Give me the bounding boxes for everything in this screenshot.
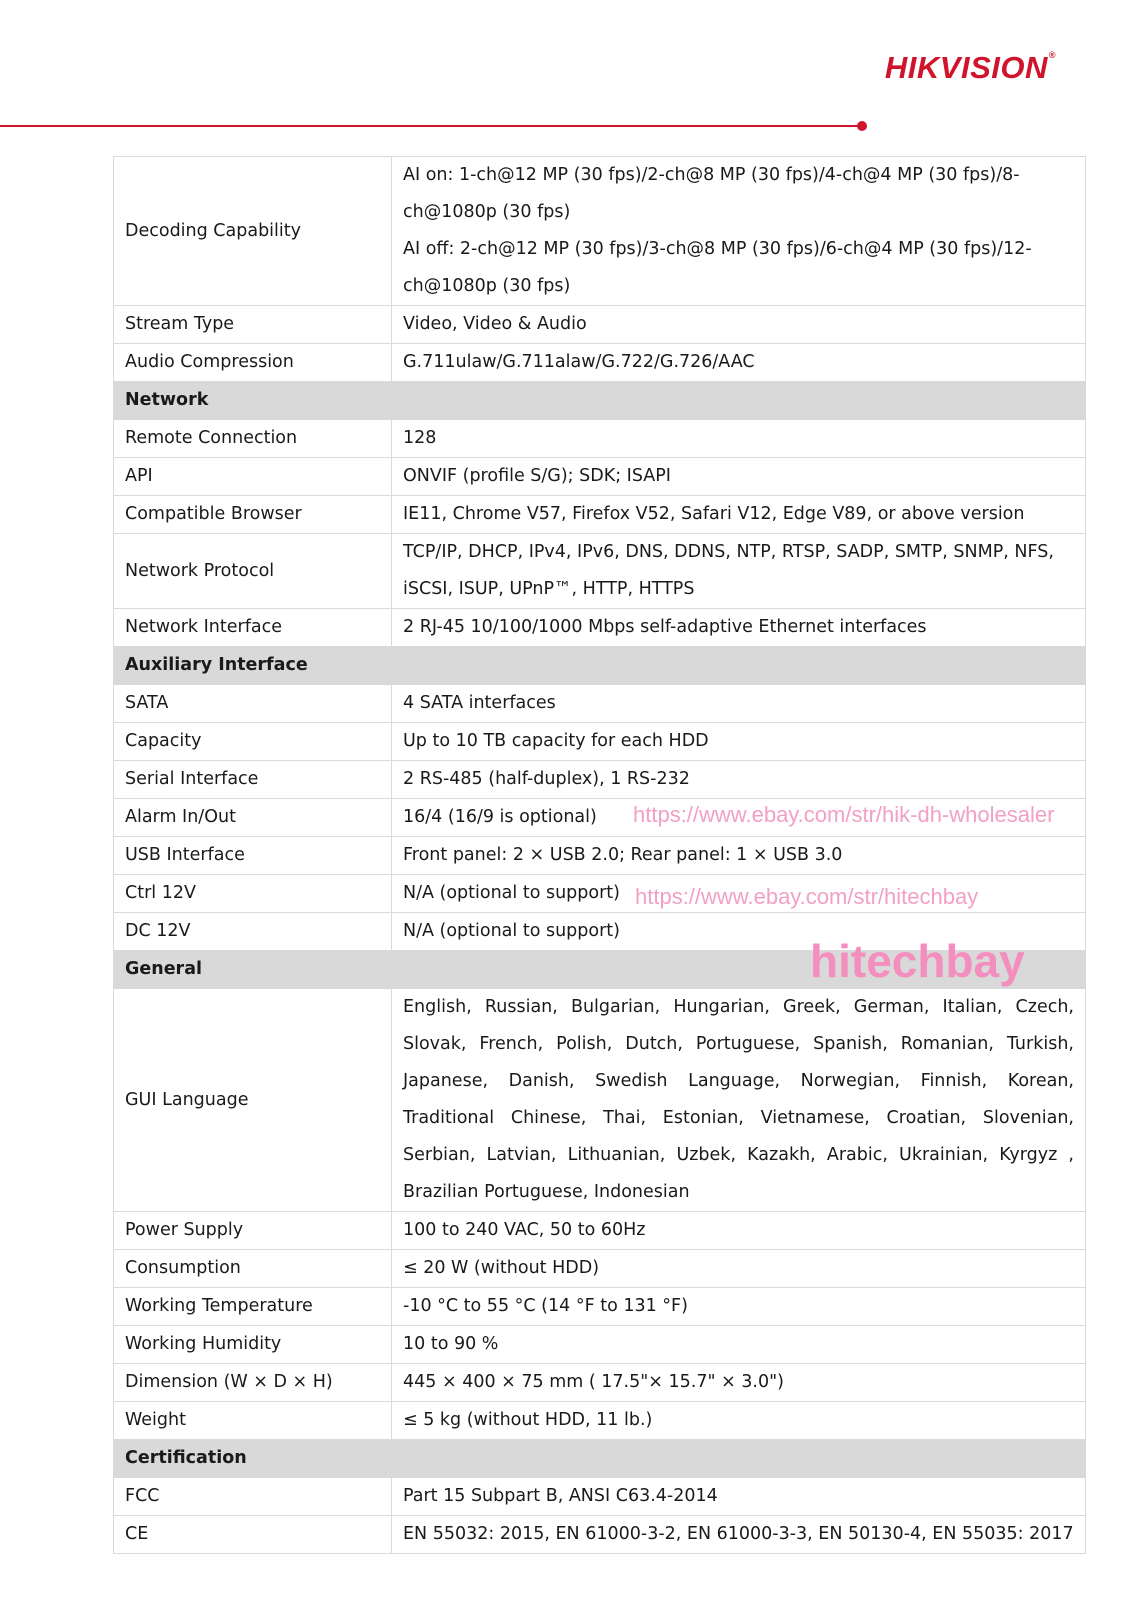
spec-label: Decoding Capability (114, 157, 392, 306)
spec-row (114, 1212, 1086, 1250)
spec-row (114, 534, 1086, 609)
spec-value: Up to 10 TB capacity for each HDD (392, 723, 1086, 761)
spec-row (114, 723, 1086, 761)
spec-row (114, 458, 1086, 496)
watermark-url-2: https://www.ebay.com/str/hitechbay (635, 884, 979, 909)
spec-label: API (114, 458, 392, 496)
spec-label: Network Protocol (114, 534, 392, 609)
spec-label: Capacity (114, 723, 392, 761)
spec-value: ONVIF (profile S/G); SDK; ISAPI (392, 458, 1086, 496)
spec-value: 2 RS-485 (half-duplex), 1 RS-232 (392, 761, 1086, 799)
spec-label: USB Interface (114, 837, 392, 875)
spec-value: Part 15 Subpart B, ANSI C63.4-2014 (392, 1478, 1086, 1516)
spec-value: 10 to 90 % (392, 1326, 1086, 1364)
header-divider-line (0, 125, 861, 127)
spec-row (114, 1516, 1086, 1554)
spec-row (114, 344, 1086, 382)
spec-label: Ctrl 12V (114, 875, 392, 913)
spec-row (114, 306, 1086, 344)
spec-label: Network Interface (114, 609, 392, 647)
spec-value: ≤ 5 kg (without HDD, 11 lb.) (392, 1402, 1086, 1440)
spec-value: 2 RJ-45 10/100/1000 Mbps self-adaptive Ethernet interfaces (392, 609, 1086, 647)
spec-value: TCP/IP, DHCP, IPv4, IPv6, DNS, DDNS, NTP, RTSP, SADP, SMTP, SNMP, NFS, iSCSI, ISUP, UPnP™, HTTP, HTTPS (392, 534, 1086, 609)
section-title: Network (114, 382, 1086, 420)
spec-label: GUI Language (114, 989, 392, 1212)
section-title: General (114, 951, 1086, 989)
spec-label: Working Humidity (114, 1326, 392, 1364)
spec-value: N/A (optional to support) (392, 913, 1086, 951)
spec-label: Remote Connection (114, 420, 392, 458)
section-title: Auxiliary Interface (114, 647, 1086, 685)
spec-value (392, 157, 1086, 306)
spec-row (114, 1326, 1086, 1364)
section-header-row (114, 1440, 1086, 1478)
spec-label: Compatible Browser (114, 496, 392, 534)
spec-row (114, 1402, 1086, 1440)
spec-table (113, 156, 1086, 1554)
spec-label: SATA (114, 685, 392, 723)
hikvision-logo (885, 50, 1056, 86)
spec-value: G.711ulaw/G.711alaw/G.722/G.726/AAC (392, 344, 1086, 382)
spec-value: Front panel: 2 × USB 2.0; Rear panel: 1 × USB 3.0 (392, 837, 1086, 875)
spec-label: Consumption (114, 1250, 392, 1288)
header-divider-dot (857, 121, 867, 131)
spec-value: 4 SATA interfaces (392, 685, 1086, 723)
section-header-row (114, 382, 1086, 420)
spec-row (114, 989, 1086, 1212)
spec-label: Serial Interface (114, 761, 392, 799)
section-header-row (114, 647, 1086, 685)
spec-value: English, Russian, Bulgarian, Hungarian, Greek, German, Italian, Czech, Slovak, French, Polish, Dutch, Portuguese, Spanish, Romanian, Turkish, Japanese, Danish, Swedish Language, Norwegian, Finnish, Korean, Traditional Chinese, Thai, Estonian, Vietnamese, Croatian, Slovenian, Serbian, Latvian, Lithuanian, Uzbek, Kazakh, Arabic, Ukrainian, Kyrgyz , Brazilian Portuguese, Indonesian (392, 989, 1086, 1212)
spec-label: Dimension (W × D × H) (114, 1364, 392, 1402)
spec-value: EN 55032: 2015, EN 61000-3-2, EN 61000-3-3, EN 50130-4, EN 55035: 2017 (392, 1516, 1086, 1554)
spec-row (114, 685, 1086, 723)
spec-value: 100 to 240 VAC, 50 to 60Hz (392, 1212, 1086, 1250)
spec-row (114, 761, 1086, 799)
section-title: Certification (114, 1440, 1086, 1478)
spec-label: Alarm In/Out (114, 799, 392, 837)
logo-text: HIKVISION (884, 50, 1048, 85)
spec-value: IE11, Chrome V57, Firefox V52, Safari V12, Edge V89, or above version (392, 496, 1086, 534)
registered-mark: ® (1048, 50, 1056, 60)
spec-row (114, 837, 1086, 875)
spec-value: N/A (optional to support) (392, 875, 1086, 913)
spec-row (114, 609, 1086, 647)
spec-row (114, 1288, 1086, 1326)
spec-label: Stream Type (114, 306, 392, 344)
watermark-brand: hitechbay (810, 935, 1025, 987)
spec-label: Weight (114, 1402, 392, 1440)
spec-row (114, 420, 1086, 458)
spec-value: ≤ 20 W (without HDD) (392, 1250, 1086, 1288)
spec-value: -10 °C to 55 °C (14 °F to 131 °F) (392, 1288, 1086, 1326)
spec-row (114, 1478, 1086, 1516)
spec-row (114, 157, 1086, 306)
spec-label: DC 12V (114, 913, 392, 951)
spec-label: Audio Compression (114, 344, 392, 382)
watermark-url-1: https://www.ebay.com/str/hik-dh-wholesaler (633, 802, 1055, 827)
spec-value-line: AI on: 1-ch@12 MP (30 fps)/2-ch@8 MP (30 fps)/4-ch@4 MP (30 fps)/8-ch@1080p (30 fps) (403, 165, 1020, 222)
spec-value: 128 (392, 420, 1086, 458)
spec-value: 16/4 (16/9 is optional) (392, 799, 1086, 837)
spec-value: 445 × 400 × 75 mm ( 17.5"× 15.7" × 3.0") (392, 1364, 1086, 1402)
spec-row (114, 1250, 1086, 1288)
spec-label: CE (114, 1516, 392, 1554)
spec-label: Working Temperature (114, 1288, 392, 1326)
spec-label: FCC (114, 1478, 392, 1516)
spec-row (114, 1364, 1086, 1402)
spec-value: Video, Video & Audio (392, 306, 1086, 344)
spec-label: Power Supply (114, 1212, 392, 1250)
spec-value-line: AI off: 2-ch@12 MP (30 fps)/3-ch@8 MP (30 fps)/6-ch@4 MP (30 fps)/12-ch@1080p (30 fps) (403, 239, 1032, 296)
spec-row (114, 496, 1086, 534)
spec-table-body (114, 157, 1086, 1554)
